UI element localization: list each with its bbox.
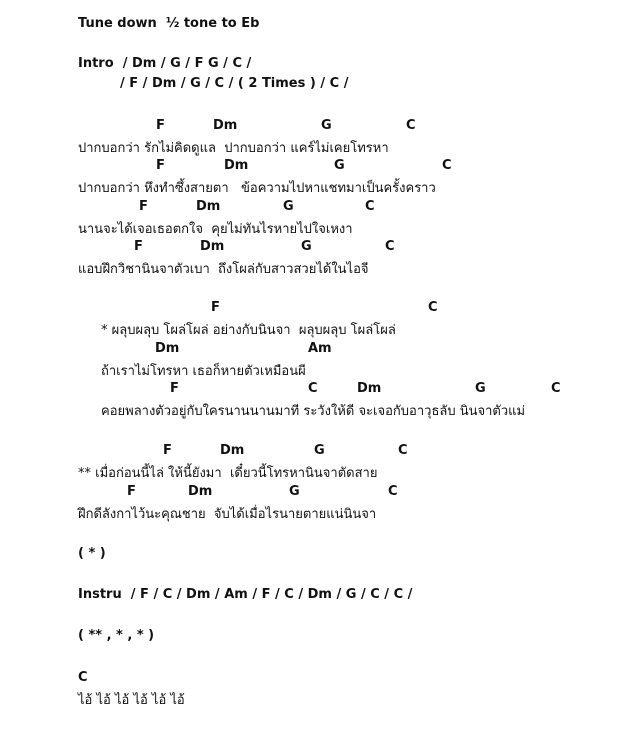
tuning-note: Tune down ½ tone to Eb [78,16,260,31]
repeat-sections: ( ** , * , * ) [78,628,155,643]
chord: Dm [357,381,382,396]
chord: C [385,239,395,254]
chord: F [170,381,179,396]
chord: C [365,199,375,214]
chord: C [442,158,452,173]
chord: F [127,484,136,499]
instrumental-line: Instru / F / C / Dm / Am / F / C / Dm / G / C / C / [78,587,413,602]
lyric-line: ปากบอกว่า รักไม่คิดดูแล ปากบอกว่า แคร์ไม่เคยโทรหา [78,141,389,156]
chord: C [388,484,398,499]
chord: G [321,118,332,133]
chord: Dm [213,118,238,133]
lyric-line: ฝึกดีลังกาไว้นะคุณชาย จับได้เมื่อไรนายตายแน่นินจา [78,507,377,522]
chord: Dm [220,443,245,458]
lyric-line: นานจะได้เจอเธอตกใจ คุยไม่ทันไรหายไปใจเหงา [78,222,353,237]
chord: F [156,158,165,173]
chord: F [156,118,165,133]
chord: C [398,443,408,458]
chord: G [334,158,345,173]
lyric-line: แอบฝึกวิชานินจาตัวเบา ถึงโผล่กับสาวสวยได้ในไอจี [78,262,369,277]
chord: G [289,484,300,499]
chord: F [211,300,220,315]
chord: C [551,381,561,396]
chord: Dm [224,158,249,173]
lyric-line: ไอ้ ไอ้ ไอ้ ไอ้ ไอ้ ไอ้ [78,693,185,708]
chord: G [283,199,294,214]
chord: Dm [200,239,225,254]
chord: Dm [196,199,221,214]
chord: F [163,443,172,458]
chord: C [406,118,416,133]
chord: F [134,239,143,254]
intro-line-1: Intro / Dm / G / F G / C / [78,56,252,71]
chord: F [139,199,148,214]
chord: G [314,443,325,458]
lyric-line: คอยพลางตัวอยู่กับใครนานนานมาที ระวังให้ดี จะเจอกับอาวุธลับ นินจาตัวแม่ [101,404,526,419]
chord: G [475,381,486,396]
intro-line-2: / F / Dm / G / C / ( 2 Times ) / C / [120,76,349,91]
repeat-chorus: ( * ) [78,546,106,561]
chord: C [78,670,88,685]
chord: Am [308,341,332,356]
chord: Dm [155,341,180,356]
chord: C [428,300,438,315]
lyric-line: ถ้าเราไม่โทรหา เธอก็หายตัวเหมือนผี [101,364,306,379]
chord: C [308,381,318,396]
chord: G [301,239,312,254]
chord: Dm [188,484,213,499]
lyric-line: ** เมื่อก่อนนี้ไล่ ให้นี้ยังมา เดี๋ยวนี้โทรหานินจาตัดสาย [78,466,378,481]
lyric-line: * ผลุบผลุบ โผล่โผล่ อย่างกับนินจา ผลุบผลุบ โผล่โผล่ [101,323,396,338]
lyric-line: ปากบอกว่า หึงทำซึ้งสายตา ข้อความไปหาแชทมาเป็นครั้งคราว [78,181,436,196]
